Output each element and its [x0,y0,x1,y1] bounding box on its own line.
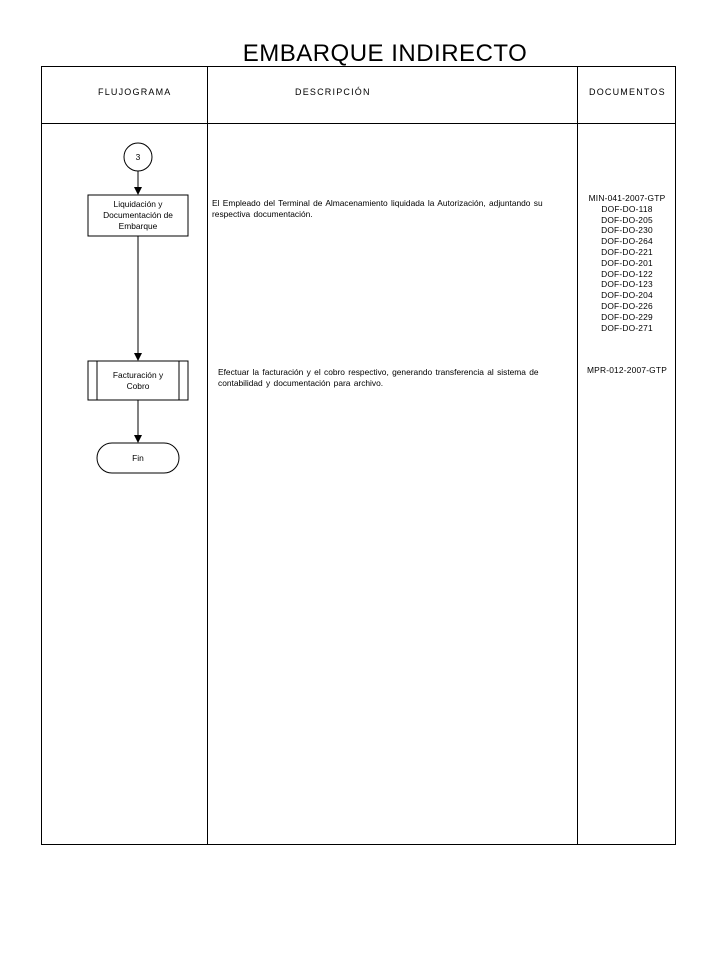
document-code: DOF-DO-271 [601,322,653,333]
page-title: EMBARQUE INDIRECTO [242,40,528,67]
documents-step2 [578,365,676,376]
document-code: DOF-DO-118 [601,203,653,214]
step1-line-3: Embarque [118,221,158,231]
description-step2 [218,367,539,388]
document-code: DOF-DO-123 [601,279,653,290]
description-step2-line-1: Efectuar la facturación y el cobro respectivo, generando transferencia al sistema de [218,367,539,377]
header-descripcion: DESCRIPCIÓN [295,87,371,97]
step1-line-1: Liquidación y [113,199,163,209]
step2-line-1: Facturación y [112,370,164,380]
document-code: DOF-DO-204 [601,290,653,301]
document-code: DOF-DO-221 [601,246,653,257]
description-step1-line-1: El Empleado del Terminal de Almacenamiento liquidada la Autorización, adjuntando su [212,198,543,208]
header-documentos: DOCUMENTOS [589,87,666,97]
terminator-label: Fin [132,453,144,463]
document-code: DOF-DO-229 [601,311,653,322]
document-code: DOF-DO-122 [601,268,653,279]
document-code: DOF-DO-226 [601,300,653,311]
step2-line-2: Cobro [126,381,150,391]
document-code: MPR-012-2007-GTP [587,365,667,375]
description-step1 [212,198,543,219]
document-code: MIN-041-2007-GTP [588,193,666,203]
document-code: DOF-DO-264 [601,236,653,247]
document-code: DOF-DO-230 [601,225,653,236]
document-code: DOF-DO-205 [601,214,653,225]
documents-step1 [578,193,676,333]
step1-line-2: Documentación de [103,210,173,220]
header-flujograma: FLUJOGRAMA [98,87,172,97]
description-step2-line-2: contabilidad y documentación para archivo. [218,377,384,388]
description-step1-line-2: respectiva documentación. [212,208,313,219]
connector-label: 3 [135,152,141,162]
document-code: DOF-DO-201 [601,257,653,268]
